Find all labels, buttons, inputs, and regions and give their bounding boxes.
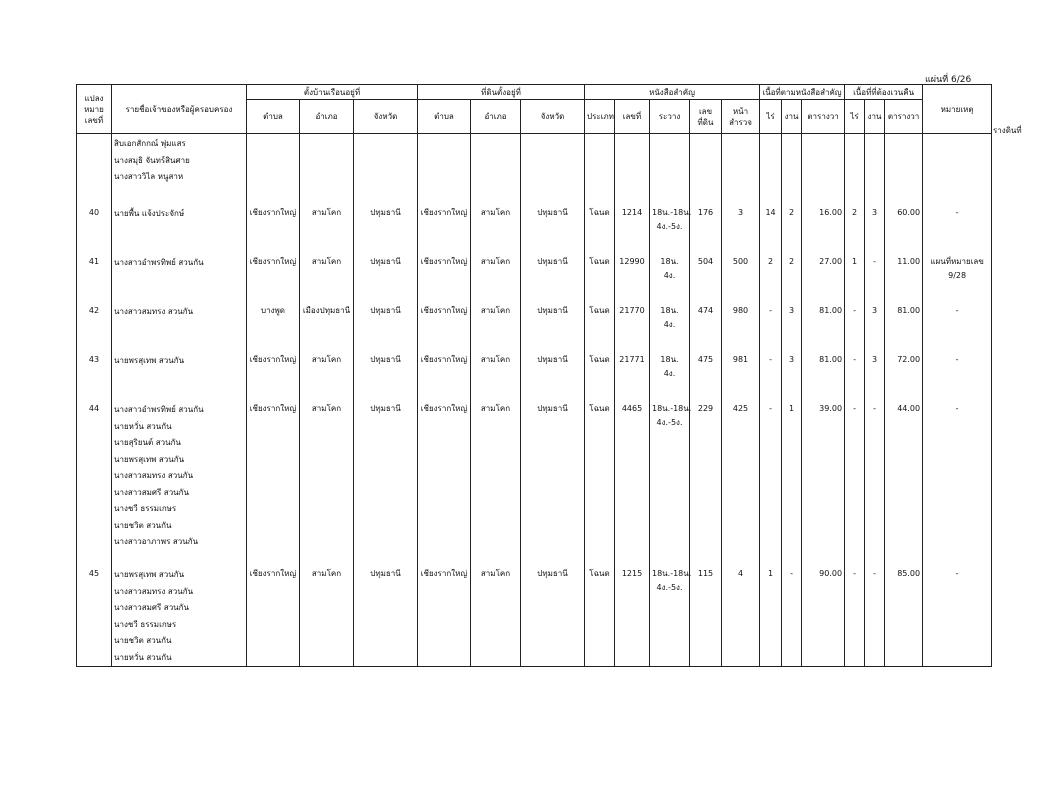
owner-list (112, 567, 247, 667)
owner-name: นางชวี ธรรมเกษร (114, 504, 177, 513)
header-doc-type: ประเภท (585, 100, 615, 134)
house-amphoe-value: สามโคก (311, 569, 342, 578)
house-province (354, 402, 418, 567)
header-survey-page: หน้าสำรวจ (722, 100, 760, 134)
header-amphoe: อำเภอ (300, 100, 354, 134)
house-tambon-value: เชียงรากใหญ่ (249, 208, 297, 217)
doc-no-value: 21771 (619, 355, 645, 364)
house-province (354, 304, 418, 353)
expro-rai (845, 255, 865, 304)
expro-wa (885, 304, 923, 353)
expro-rai-value: - (853, 306, 856, 315)
land-amphoe-value: สามโคก (480, 306, 511, 315)
owner-list (112, 255, 247, 304)
land-no-value: 504 (697, 257, 714, 266)
parcel-no (77, 202, 112, 255)
house-province-value: ปทุมธานี (370, 208, 401, 217)
land-tambon (418, 202, 471, 255)
expro-wa-value: 11.00 (897, 257, 921, 266)
doc-no-value: 12990 (619, 257, 645, 266)
area-ngan-value: 2 (788, 257, 795, 266)
parcel-no (77, 255, 112, 304)
house-province (354, 353, 418, 402)
area-rai (760, 353, 782, 402)
land-province (521, 353, 585, 402)
land-no-value: 176 (697, 208, 714, 217)
survey-page-value: 980 (732, 306, 749, 315)
expro-ngan-value: - (873, 569, 876, 578)
remark (923, 402, 992, 567)
doc-type-value: โฉนด (589, 306, 610, 315)
expro-ngan (865, 353, 885, 402)
owner-list (112, 304, 247, 353)
area-wa-value: 81.00 (819, 355, 843, 364)
land-tambon-value: เชียงรากใหญ่ (420, 306, 468, 315)
land-amphoe (471, 402, 521, 567)
map-sheet (650, 255, 690, 304)
house-amphoe-value: สามโคก (311, 257, 342, 266)
header-land-amphoe: อำเภอ (471, 100, 521, 134)
doc-no (615, 353, 650, 402)
survey-page (722, 304, 760, 353)
survey-page (722, 255, 760, 304)
house-tambon-value: เชียงรากใหญ่ (249, 569, 297, 578)
owner-name: นางสาวอำพรทิพย์ สวนกัน (114, 405, 204, 414)
owner-name: นายหวั่น สวนกัน (114, 652, 172, 662)
survey-page (722, 353, 760, 402)
expropriation-table (76, 84, 992, 667)
expro-wa (885, 202, 923, 255)
owner-name: นางสาวสมทรง สวนกัน (114, 586, 194, 596)
land-tambon (418, 304, 471, 353)
land-no (690, 353, 722, 402)
area-wa-value: 16.00 (819, 208, 843, 217)
land-tambon-value: เชียงรากใหญ่ (420, 208, 468, 217)
header-parcel-no: แปลง หมาย เลขที่ (77, 85, 112, 134)
map-sheet (650, 304, 690, 353)
land-amphoe-value: สามโคก (480, 257, 511, 266)
area-wa (802, 304, 845, 353)
expro-wa-value: 72.00 (897, 355, 921, 364)
doc-type (585, 402, 615, 567)
expro-rai-value: 2 (852, 208, 858, 217)
sheet-number: แผ่นที่ 6/26 (925, 75, 972, 85)
header-land-location: ที่ดินตั้งอยู่ที่ (418, 85, 585, 100)
table-row (77, 353, 992, 402)
house-tambon (247, 255, 300, 304)
survey-page-value: 500 (732, 257, 749, 266)
header-map-sheet: ระวาง (650, 100, 690, 134)
expro-wa-value: 60.00 (897, 208, 921, 217)
land-tambon-value: เชียงรากใหญ่ (420, 355, 468, 364)
area-rai-value: 2 (767, 257, 774, 266)
area-ngan (782, 402, 802, 567)
remark-line: - (955, 306, 959, 315)
table-row (77, 134, 992, 203)
owner-name: นายพรสุเทพ สวนกัน (114, 570, 185, 579)
area-wa (802, 202, 845, 255)
land-tambon (418, 255, 471, 304)
house-tambon (247, 304, 300, 353)
area-rai-value: - (769, 355, 772, 364)
owner-name: นายสุริยนต์ สวนกัน (114, 438, 181, 447)
parcel-no-value: 43 (88, 355, 100, 364)
expro-ngan-value: - (873, 404, 876, 413)
header-doc-no: เลขที่ (615, 100, 650, 134)
house-amphoe (300, 202, 354, 255)
remark-line: - (955, 355, 959, 364)
header-rai: ไร่ (760, 100, 782, 134)
land-amphoe (471, 304, 521, 353)
side-note: รางดินที่ (993, 126, 1022, 135)
area-wa (802, 255, 845, 304)
remark (923, 202, 992, 255)
area-rai (760, 255, 782, 304)
house-tambon (247, 202, 300, 255)
area-rai (760, 304, 782, 353)
area-rai (760, 567, 782, 667)
house-tambon-value: เชียงรากใหญ่ (249, 404, 297, 413)
expro-wa-value: 44.00 (897, 404, 921, 413)
house-province (354, 567, 418, 667)
expro-ngan-value: - (873, 257, 876, 266)
remark (923, 255, 992, 304)
expro-ngan (865, 202, 885, 255)
map-sheet-line: 4ง.-5ง. (656, 418, 683, 427)
remark (923, 304, 992, 353)
header-title-document: หนังสือสำคัญ (585, 85, 760, 100)
expro-ngan (865, 304, 885, 353)
area-ngan (782, 202, 802, 255)
owner-name: นายพรสุเทพ สวนกัน (114, 356, 185, 365)
land-province-value: ปทุมธานี (537, 306, 568, 315)
expro-rai-value: 1 (852, 257, 858, 266)
doc-type-value: โฉนด (589, 257, 610, 266)
land-tambon-value: เชียงรากใหญ่ (420, 257, 468, 266)
header-remark: หมายเหตุ (923, 85, 992, 134)
remark-line: - (955, 208, 959, 217)
area-ngan (782, 567, 802, 667)
area-wa (802, 567, 845, 667)
remark (923, 353, 992, 402)
area-ngan (782, 255, 802, 304)
header-land-tambon: ตำบล (418, 100, 471, 134)
owner-name: นางชวี ธรรมเกษร (114, 619, 177, 629)
expro-ngan-value: 3 (872, 306, 878, 315)
land-province (521, 255, 585, 304)
house-province-value: ปทุมธานี (370, 404, 401, 413)
owner-name: นางสาวอำพรทิพย์ สวนกัน (114, 258, 204, 267)
doc-no (615, 255, 650, 304)
house-tambon-value: เชียงรากใหญ่ (249, 355, 297, 364)
owner-name: นางสาวสมทรง สวนกัน (114, 307, 194, 316)
land-amphoe-value: สามโคก (480, 355, 511, 364)
parcel-no (77, 353, 112, 402)
table-row (77, 567, 992, 667)
owner-name: นายหวั่น สวนกัน (114, 421, 172, 431)
land-no-value: 474 (697, 306, 714, 315)
header-rai-expro: ไร่ (845, 100, 865, 134)
land-no-value: 115 (697, 569, 714, 578)
area-ngan-value: 2 (788, 208, 795, 217)
expro-rai (845, 202, 865, 255)
doc-no (615, 402, 650, 567)
expro-ngan (865, 402, 885, 567)
house-tambon-value: บางพูด (261, 306, 285, 315)
header-wa: ตารางวา (802, 100, 845, 134)
survey-page (722, 402, 760, 567)
expro-wa (885, 353, 923, 402)
expro-wa-value: 81.00 (897, 306, 921, 315)
header-area-expropriated: เนื้อที่ที่ต้องเวนคืน (845, 85, 923, 100)
owner-name: นายพรสุเทพ สวนกัน (114, 454, 185, 464)
table-row (77, 255, 992, 304)
house-province-value: ปทุมธานี (370, 257, 401, 266)
land-province-value: ปทุมธานี (537, 208, 568, 217)
expro-rai (845, 567, 865, 667)
remark-line: - (955, 404, 959, 413)
header-land-province: จังหวัด (521, 100, 585, 134)
map-sheet-line: 4ง. (663, 320, 676, 329)
owner-name: นายพื้น แจ้งประจักษ์ (114, 209, 185, 218)
land-amphoe (471, 255, 521, 304)
area-rai-value: - (769, 404, 772, 413)
parcel-no-value: 42 (88, 306, 100, 315)
parcel-no-value: 45 (88, 569, 100, 578)
map-sheet-line: 18น.-18น. (652, 208, 692, 217)
expro-ngan-value: 3 (872, 355, 878, 364)
land-tambon-value: เชียงรากใหญ่ (420, 569, 468, 578)
house-tambon-value: เชียงรากใหญ่ (249, 257, 297, 266)
area-wa (802, 353, 845, 402)
land-province (521, 402, 585, 567)
area-wa (802, 402, 845, 567)
area-ngan (782, 353, 802, 402)
land-no (690, 202, 722, 255)
header-house-location: ตั้งบ้านเรือนอยู่ที่ (247, 85, 418, 100)
expro-rai (845, 353, 865, 402)
owner-name: สิบเอกสักกณ์ พุ่มแสร (114, 139, 186, 148)
header-area-document: เนื้อที่ตามหนังสือสำคัญ (760, 85, 845, 100)
house-amphoe (300, 353, 354, 402)
expro-rai (845, 304, 865, 353)
expro-wa (885, 567, 923, 667)
land-province (521, 304, 585, 353)
land-province-value: ปทุมธานี (537, 355, 568, 364)
area-ngan (782, 304, 802, 353)
land-tambon (418, 402, 471, 567)
doc-no (615, 567, 650, 667)
expro-rai-value: - (853, 569, 856, 578)
doc-type-value: โฉนด (589, 355, 610, 364)
owner-name: นายชวิต สวนกัน (114, 636, 172, 645)
land-province-value: ปทุมธานี (537, 404, 568, 413)
land-tambon-value: เชียงรากใหญ่ (420, 404, 468, 413)
map-sheet (650, 567, 690, 667)
area-wa-value: 27.00 (819, 257, 843, 266)
map-sheet-line: 18น.-18น. (652, 569, 692, 578)
header-ngan-expro: งาน (865, 100, 885, 134)
land-amphoe (471, 353, 521, 402)
doc-type-value: โฉนด (589, 404, 610, 413)
table-row (77, 402, 992, 567)
header-owner: รายชื่อเจ้าของหรือผู้ครอบครอง (112, 85, 247, 134)
area-wa-value: 81.00 (819, 306, 843, 315)
remark-line: 9/28 (948, 271, 967, 280)
area-wa-value: 39.00 (819, 404, 843, 413)
area-rai-value: 1 (767, 569, 774, 578)
expro-ngan (865, 567, 885, 667)
expro-rai-value: - (853, 404, 856, 413)
doc-type-value: โฉนด (589, 569, 610, 578)
land-no-value: 475 (697, 355, 714, 364)
area-rai-value: - (769, 306, 772, 315)
owner-name: นางสมุธิ จันทร์สินศาย (114, 155, 190, 165)
parcel-no-value: 44 (88, 404, 100, 413)
land-tambon (418, 567, 471, 667)
expro-wa (885, 402, 923, 567)
expro-wa-value: 85.00 (897, 569, 921, 578)
survey-page (722, 567, 760, 667)
house-amphoe-value: สามโคก (311, 404, 342, 413)
house-amphoe (300, 304, 354, 353)
land-amphoe-value: สามโคก (480, 404, 511, 413)
house-province-value: ปทุมธานี (370, 306, 401, 315)
area-rai (760, 402, 782, 567)
header-wa-expro: ตารางวา (885, 100, 923, 134)
parcel-no-value: 41 (88, 257, 100, 266)
doc-type (585, 304, 615, 353)
owner-name: นางสาวอาภาพร สวนกัน (114, 537, 199, 546)
doc-no-value: 21770 (619, 306, 645, 315)
house-tambon (247, 402, 300, 567)
parcel-no (77, 304, 112, 353)
house-province (354, 255, 418, 304)
map-sheet-line: 4ง. (663, 271, 676, 280)
map-sheet (650, 202, 690, 255)
map-sheet-line: 18น.-18น. (652, 404, 692, 413)
land-no (690, 255, 722, 304)
table-row (77, 202, 992, 255)
land-no (690, 402, 722, 567)
land-no (690, 304, 722, 353)
land-no-value: 229 (697, 404, 714, 413)
survey-page-value: 981 (732, 355, 749, 364)
land-province (521, 202, 585, 255)
land-province-value: ปทุมธานี (537, 257, 568, 266)
header-tambon: ตำบล (247, 100, 300, 134)
owner-list (112, 402, 247, 567)
house-tambon (247, 353, 300, 402)
land-amphoe-value: สามโคก (480, 208, 511, 217)
header-province: จังหวัด (354, 100, 418, 134)
expro-rai-value: - (853, 355, 856, 364)
header-ngan: งาน (782, 100, 802, 134)
area-ngan-value: 3 (788, 355, 795, 364)
doc-type (585, 255, 615, 304)
land-province-value: ปทุมธานี (537, 569, 568, 578)
area-ngan-value: 3 (788, 306, 795, 315)
owner-name: นางสาวสมทรง สวนกัน (114, 471, 194, 480)
doc-type (585, 567, 615, 667)
area-ngan-value: - (790, 569, 793, 578)
house-amphoe (300, 567, 354, 667)
map-sheet-line: 4ง.-5ง. (656, 222, 683, 231)
land-amphoe (471, 202, 521, 255)
owner-name: นางสาวสมศรี สวนกัน (114, 487, 189, 497)
map-sheet-line: 18น. (660, 306, 679, 315)
house-province-value: ปทุมธานี (370, 355, 401, 364)
area-ngan-value: 1 (788, 404, 795, 413)
house-amphoe (300, 255, 354, 304)
house-province-value: ปทุมธานี (370, 569, 401, 578)
house-amphoe-value: สามโคก (311, 208, 342, 217)
header-land-no: เลขที่ดิน (690, 100, 722, 134)
house-tambon (247, 567, 300, 667)
land-amphoe (471, 567, 521, 667)
land-tambon (418, 353, 471, 402)
doc-type (585, 353, 615, 402)
map-sheet-line: 4ง. (663, 369, 676, 378)
doc-no-value: 1215 (621, 569, 643, 578)
land-no (690, 567, 722, 667)
parcel-no (77, 567, 112, 667)
doc-type (585, 202, 615, 255)
owner-list (112, 134, 247, 203)
map-sheet-line: 18น. (660, 257, 679, 266)
land-province (521, 567, 585, 667)
owner-name: นางสาวสมศรี สวนกัน (114, 603, 189, 612)
survey-page (722, 202, 760, 255)
table-row (77, 304, 992, 353)
doc-no-value: 4465 (621, 404, 643, 413)
expro-rai (845, 402, 865, 567)
land-amphoe-value: สามโคก (480, 569, 511, 578)
expro-ngan (865, 255, 885, 304)
survey-page-value: 3 (737, 208, 744, 217)
map-sheet-line: 18น. (660, 355, 679, 364)
remark (923, 567, 992, 667)
doc-no (615, 304, 650, 353)
area-rai-value: 14 (765, 208, 776, 217)
map-sheet-line: 4ง.-5ง. (656, 583, 683, 592)
owner-list (112, 202, 247, 255)
doc-no-value: 1214 (621, 208, 643, 217)
owner-name: นายชวิต สวนกัน (114, 520, 172, 530)
map-sheet (650, 353, 690, 402)
remark-line: - (955, 569, 959, 578)
owner-list (112, 353, 247, 402)
area-wa-value: 90.00 (819, 569, 843, 578)
house-amphoe-value: สามโคก (311, 355, 342, 364)
house-province (354, 202, 418, 255)
expro-ngan-value: 3 (872, 208, 878, 217)
doc-type-value: โฉนด (589, 208, 610, 217)
parcel-no (77, 402, 112, 567)
area-rai (760, 202, 782, 255)
house-amphoe-value: เมืองปทุมธานี (302, 306, 351, 315)
expro-wa (885, 255, 923, 304)
doc-no (615, 202, 650, 255)
survey-page-value: 4 (737, 569, 744, 578)
house-amphoe (300, 402, 354, 567)
owner-name: นางสาววิไล หนูสาห (114, 172, 184, 181)
survey-page-value: 425 (732, 404, 749, 413)
parcel-no-value: 40 (88, 208, 100, 217)
map-sheet (650, 402, 690, 567)
remark-line: แผนที่หมายเลข (930, 257, 984, 266)
